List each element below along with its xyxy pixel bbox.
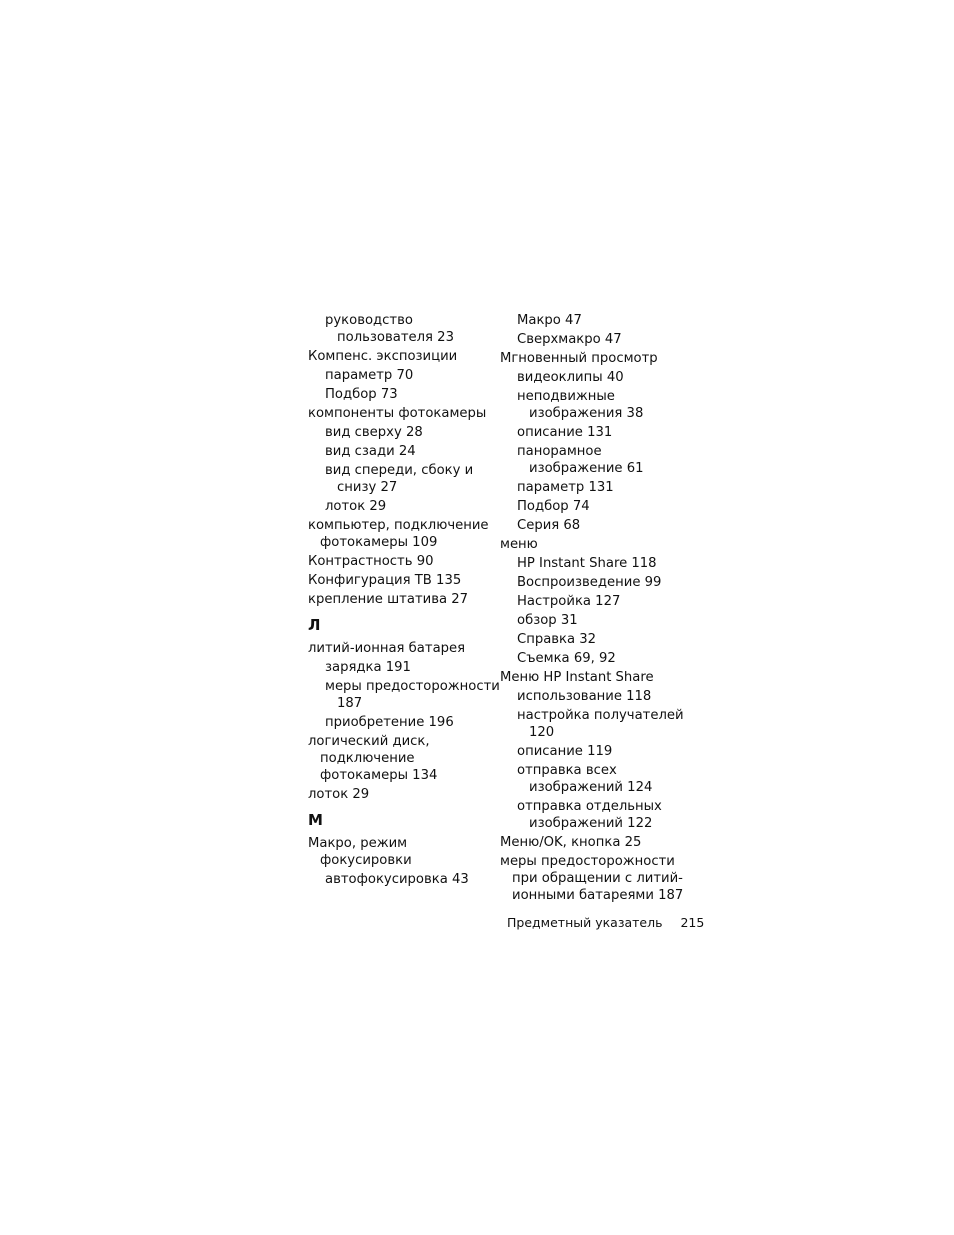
index-entry-continuation: ионными батареями 187 — [512, 888, 684, 903]
index-entry-text: HP Instant Share 118 — [517, 556, 657, 571]
index-subentry — [308, 678, 500, 712]
index-entry-text: вид сверху 28 — [325, 425, 423, 440]
index-subentry — [500, 388, 680, 422]
index-entry-continuation: снизу 27 — [337, 480, 398, 495]
index-entry-text: литий-ионная батарея — [308, 641, 466, 656]
index-entry — [308, 786, 488, 803]
index-entry-text: лоток 29 — [325, 499, 387, 514]
index-entry — [308, 348, 488, 365]
index-subentry — [308, 462, 488, 496]
index-entry-text: описание 119 — [517, 744, 613, 759]
index-subentry — [500, 688, 680, 705]
index-entry-text: вид сзади 24 — [325, 444, 416, 459]
index-entry — [308, 733, 488, 784]
index-subentry — [500, 650, 680, 667]
index-subentry — [500, 631, 680, 648]
index-subentry — [500, 517, 680, 534]
index-subentry — [500, 798, 680, 832]
index-subentry — [500, 443, 680, 477]
index-entry — [308, 572, 488, 589]
index-entry-continuation: фотокамеры 134 — [320, 768, 438, 783]
index-entry-text: компьютер, подключение — [308, 518, 489, 533]
index-entry-text: Меню/OK, кнопка 25 — [500, 835, 642, 850]
index-subentry — [500, 331, 680, 348]
index-entry-text: логический диск, — [308, 734, 430, 749]
index-entry — [500, 350, 680, 367]
index-entry-text: отправка всех — [517, 763, 617, 778]
index-subentry — [500, 312, 680, 329]
index-entry — [308, 517, 488, 551]
index-subentry — [500, 707, 684, 741]
index-entry-text: параметр 70 — [325, 368, 414, 383]
index-entry-text: отправка отдельных — [517, 799, 662, 814]
index-entry-continuation: изображений 122 — [529, 816, 653, 831]
index-entry-continuation: при обращении с литий- — [512, 871, 683, 886]
index-entry-text: компоненты фотокамеры — [308, 406, 487, 421]
index-entry-continuation: 120 — [529, 725, 555, 740]
index-subentry — [308, 424, 488, 441]
index-subentry — [500, 424, 680, 441]
index-entry-text: Меню HP Instant Share — [500, 670, 654, 685]
index-entry — [500, 834, 680, 851]
index-entry — [500, 853, 684, 904]
index-entry-text: Макро 47 — [517, 313, 582, 328]
index-column-left — [308, 312, 500, 890]
index-subentry — [500, 593, 680, 610]
index-entry — [500, 669, 680, 686]
index-column-right — [500, 312, 684, 906]
index-entry-text: обзор 31 — [517, 613, 578, 628]
index-entry-text: Макро, режим — [308, 836, 408, 851]
index-entry-continuation: изображений 124 — [529, 780, 653, 795]
index-subentry — [500, 612, 680, 629]
index-entry-text: лоток 29 — [308, 787, 370, 802]
index-subentry — [308, 498, 488, 515]
index-subentry — [500, 369, 680, 386]
index-entry — [308, 640, 488, 657]
index-entry — [308, 553, 488, 570]
index-entry-text: настройка получателей — [517, 708, 684, 723]
page-footer — [507, 915, 704, 931]
index-entry-text: приобретение 196 — [325, 715, 454, 730]
index-entry-text: руководство — [325, 313, 413, 328]
index-subentry — [308, 714, 488, 731]
index-entry-text: Подбор 74 — [517, 499, 590, 514]
index-entry-text: описание 131 — [517, 425, 613, 440]
index-entry-text: Воспроизведение 99 — [517, 575, 662, 590]
index-entry — [500, 536, 680, 553]
index-entry-text: Настройка 127 — [517, 594, 621, 609]
index-entry-continuation: подключение — [320, 751, 415, 766]
index-entry-text: меню — [500, 537, 538, 552]
index-entry-continuation: фокусировки — [320, 853, 412, 868]
index-entry-continuation: пользователя 23 — [337, 330, 454, 345]
index-entry-text: Контрастность 90 — [308, 554, 434, 569]
index-subentry — [308, 443, 488, 460]
index-entry-text: Мгновенный просмотр — [500, 351, 658, 366]
index-entry-text: видеоклипы 40 — [517, 370, 624, 385]
index-entry-text: Сверхмакро 47 — [517, 332, 622, 347]
index-entry-continuation: изображения 38 — [529, 406, 644, 421]
index-entry-continuation: изображение 61 — [529, 461, 644, 476]
index-entry-text: меры предосторожности — [325, 679, 500, 694]
index-entry-text: панорамное — [517, 444, 602, 459]
footer-section-title: Предметный указатель — [507, 915, 663, 930]
index-entry-text: автофокусировка 43 — [325, 872, 469, 887]
index-entry-text: вид спереди, сбоку и — [325, 463, 474, 478]
index-entry — [308, 405, 488, 422]
index-entry-text: использование 118 — [517, 689, 652, 704]
index-subentry — [500, 743, 680, 760]
index-subentry — [308, 659, 488, 676]
index-subentry — [500, 479, 680, 496]
index-entry-text: Конфигурация ТВ 135 — [308, 573, 462, 588]
index-entry — [308, 591, 488, 608]
index-entry-text: Серия 68 — [517, 518, 581, 533]
index-subentry — [500, 555, 680, 572]
page-number: 215 — [680, 915, 705, 930]
index-entry-text: зарядка 191 — [325, 660, 411, 675]
index-entry-text: неподвижные — [517, 389, 615, 404]
index-entry-text: меры предосторожности — [500, 854, 675, 869]
index-entry-text: Компенс. экспозиции — [308, 349, 458, 364]
index-entry-text: Съемка 69, 92 — [517, 651, 616, 666]
index-entry-text: Подбор 73 — [325, 387, 398, 402]
index-subentry — [308, 312, 488, 346]
index-entry — [308, 835, 488, 869]
index-entry-text: Справка 32 — [517, 632, 597, 647]
index-subentry — [308, 386, 488, 403]
index-entry-continuation: 187 — [337, 696, 363, 711]
index-entry-text: параметр 131 — [517, 480, 614, 495]
index-entry-text: крепление штатива 27 — [308, 592, 469, 607]
index-entry-continuation: фотокамеры 109 — [320, 535, 438, 550]
index-subentry — [500, 762, 680, 796]
index-letter-heading: Л — [308, 616, 321, 634]
index-subentry — [308, 871, 488, 888]
index-subentry — [308, 367, 488, 384]
index-subentry — [500, 574, 680, 591]
index-letter-heading: М — [308, 811, 323, 829]
index-subentry — [500, 498, 680, 515]
